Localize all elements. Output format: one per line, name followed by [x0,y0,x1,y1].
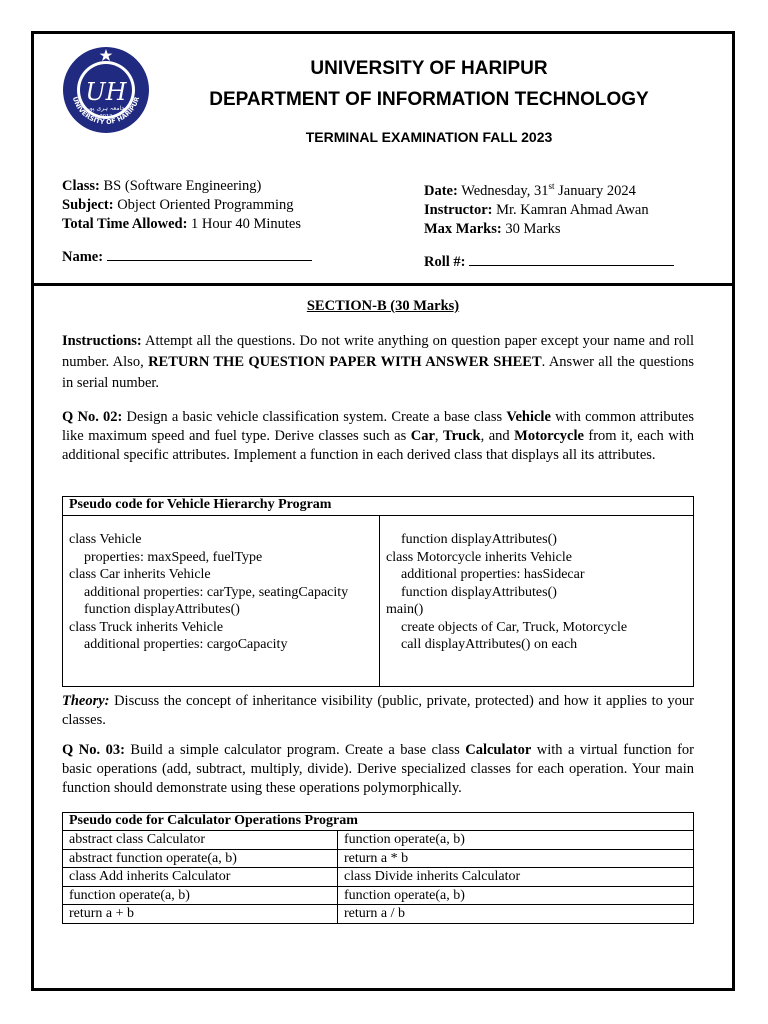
exam-details-right [424,177,674,272]
exam-details-left [62,177,312,267]
instructions-label: Instructions: [62,333,142,349]
instructions-emphasis: RETURN THE QUESTION PAPER WITH ANSWER SHEET [148,354,542,370]
q2-text: , and [480,428,515,444]
instructions-text: Attempt all the questions. Do not write anything on question paper except your name and roll number. Also, [62,333,694,370]
code-line: properties: maxSpeed, fuelType [84,549,263,565]
class-row [62,177,312,196]
code-line: function displayAttributes() [401,584,557,600]
q2-text: from it, each with additional specific attributes. Implement a function in each derived class that displays all its attributes. [62,428,695,463]
code-line: class Car inherits Vehicle [69,567,211,582]
code-line: class Truck inherits Vehicle [69,619,224,635]
instructor-label: Instructor: [424,201,493,218]
code-line: class Vehicle [69,532,142,547]
vehicle-pseudocode-table [62,496,694,687]
code-line: function displayAttributes() [84,602,240,617]
name-label: Name: [62,249,104,265]
table-row [63,831,694,850]
table-row [63,849,694,868]
marks-label: Max Marks: [424,220,502,237]
code-line: call displayAttributes() on each [401,637,578,652]
name-row [62,248,312,267]
time-value: 1 Hour 40 Minutes [191,216,302,232]
table-cell: function operate(a, b) [63,886,338,905]
department-name: DEPARTMENT OF INFORMATION TECHNOLOGY [209,89,649,110]
table-cell: return a + b [63,905,338,924]
roll-label: Roll #: [424,253,466,270]
code-line: class Motorcycle inherits Vehicle [386,549,572,565]
logo-urdu: جامعہ ہری پور [86,105,126,112]
table-cell: abstract class Calculator [63,831,338,850]
instructions [62,331,694,394]
q2-term-truck: Truck [443,428,481,444]
table-cell: return a * b [338,849,694,868]
exam-title: TERMINAL EXAMINATION FALL 2023 [305,129,553,145]
name-blank[interactable] [107,248,312,261]
instructor-value: Mr. Kamran Ahmad Awan [496,201,649,218]
logo-year: 2012 [99,114,113,120]
date-row [424,177,674,201]
logo-letters: UH [85,78,127,106]
date-label: Date: [424,182,458,199]
q2-label: Q No. 02: [62,409,123,425]
date-value: Wednesday, 31 [461,182,549,199]
subject-row [62,196,312,215]
q2-text: with common attributes like maximum speed and fuel type. Derive classes such as [62,409,694,444]
logo-ring-text: UNIVERSITY OF HARIPUR [70,95,142,127]
q3-text: with a virtual function for basic operations (add, subtract, multiply, divide). Derive specialized classes for each operation. Your main function should demonstrate using these operations polymorphically. [62,742,694,796]
date-month-year: January 2024 [554,182,636,199]
roll-row [424,253,674,272]
roll-blank[interactable] [469,253,674,266]
theory-text: Discuss the concept of inheritance visibility (public, private, protected) and how it applies to your classes. [62,693,694,728]
theory-label: Theory: [62,693,110,709]
table-row [63,868,694,887]
code-line: create objects of Car, Truck, Motorcycle [401,619,628,635]
marks-value: 30 Marks [505,220,561,237]
table-row [63,905,694,924]
date-suffix: st [548,181,555,191]
code-line: main() [386,602,424,617]
table-cell: class Add inherits Calculator [63,868,338,887]
class-label: Class: [62,178,100,194]
subject-label: Subject: [62,197,114,213]
code-line: additional properties: cargoCapacity [84,637,288,652]
q3-label: Q No. 03: [62,742,125,758]
table-cell: function operate(a, b) [338,886,694,905]
table-cell: function operate(a, b) [338,831,694,850]
time-row [62,215,312,234]
code-line: additional properties: carType, seatingCapacity [84,584,349,600]
calculator-table-title: Pseudo code for Calculator Operations Program [63,813,694,831]
question-2 [62,408,694,465]
calculator-pseudocode-table [62,812,694,924]
class-value: BS (Software Engineering) [103,178,262,194]
q2-term-car: Car [410,428,435,444]
university-name: UNIVERSITY OF HARIPUR [310,58,548,79]
subject-value: Object Oriented Programming [117,197,294,213]
code-line: function displayAttributes() [401,532,557,547]
table-cell: abstract function operate(a, b) [63,849,338,868]
section-title: SECTION-B (30 Marks) [306,298,460,314]
marks-row [424,220,674,239]
q2-text: , [434,428,444,444]
table-cell: class Divide inherits Calculator [338,868,694,887]
vehicle-code-left [63,516,380,687]
theory-question [62,692,694,730]
q2-term-motorcycle: Motorcycle [514,428,584,444]
table-row [63,886,694,905]
vehicle-table-title: Pseudo code for Vehicle Hierarchy Program [63,497,694,516]
code-line: additional properties: hasSidecar [401,567,585,582]
q2-term-vehicle: Vehicle [506,409,551,425]
university-logo [62,46,150,134]
vehicle-code-right [380,516,694,687]
header-divider [31,283,735,286]
instructions-text-end: . Answer all the questions in serial number. [62,354,694,391]
q2-text: Design a basic vehicle classification system. Create a base class [122,409,507,425]
q3-term-calculator: Calculator [465,742,532,758]
q3-text: Build a simple calculator program. Create a base class [124,742,466,758]
instructor-row [424,201,674,220]
table-cell: return a / b [338,905,694,924]
time-label: Total Time Allowed: [62,216,188,232]
question-3 [62,741,694,798]
